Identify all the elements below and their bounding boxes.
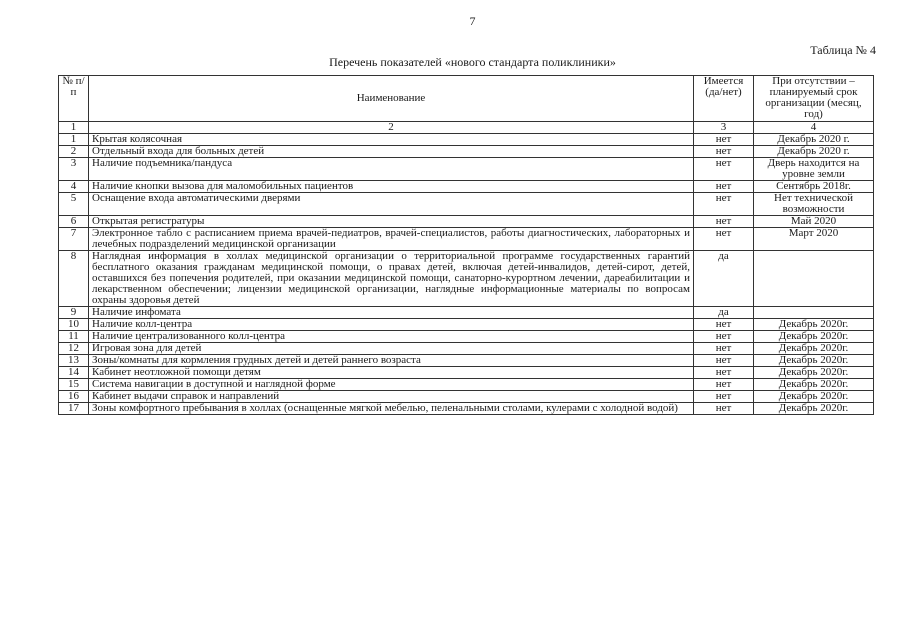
row-planned-date: Декабрь 2020г. <box>754 355 874 367</box>
row-available: нет <box>694 343 754 355</box>
table-row <box>59 379 874 391</box>
column-number: 3 <box>694 122 754 134</box>
row-number: 14 <box>59 367 89 379</box>
row-number: 9 <box>59 307 89 319</box>
row-name: Наличие инфомата <box>89 307 694 319</box>
row-available: нет <box>694 181 754 193</box>
row-name: Наглядная информация в холлах медицинской организации о территориальной программе государственных гарантий бесплатного оказания гражданам медицинской помощи, о правах детей, включая детей-инвалидов, детей-сирот, детей, оставшихся без попечения родителей, при оказании медицинской помощи, санаторно-курортном лечении, дареабилитации и лекарственном обеспечении; лицензии медицинской организации, наглядные информационные материалы по вопросам охраны здоровья детей <box>89 251 694 307</box>
row-planned-date: Декабрь 2020г. <box>754 403 874 415</box>
row-number: 11 <box>59 331 89 343</box>
row-available: нет <box>694 379 754 391</box>
page-number: 7 <box>469 14 476 28</box>
header-plan: При отсутствии – планируемый срок организации (месяц, год) <box>754 76 874 122</box>
row-number: 5 <box>59 193 89 216</box>
row-name: Наличие кнопки вызова для маломобильных пациентов <box>89 181 694 193</box>
row-available: нет <box>694 228 754 251</box>
row-number: 15 <box>59 379 89 391</box>
row-available: нет <box>694 391 754 403</box>
row-number: 7 <box>59 228 89 251</box>
row-name: Наличие подъемника/пандуса <box>89 158 694 181</box>
column-numbers-row <box>59 122 874 134</box>
row-available: нет <box>694 146 754 158</box>
row-name: Кабинет выдачи справок и направлений <box>89 391 694 403</box>
row-planned-date: Декабрь 2020г. <box>754 343 874 355</box>
table-row <box>59 181 874 193</box>
row-planned-date: Нет технической возможности <box>754 193 874 216</box>
row-number: 12 <box>59 343 89 355</box>
row-available: нет <box>694 331 754 343</box>
row-name: Отдельный входа для больных детей <box>89 146 694 158</box>
table-row <box>59 307 874 319</box>
row-name: Зоны/комнаты для кормления грудных детей и детей раннего возраста <box>89 355 694 367</box>
row-available: да <box>694 251 754 307</box>
document-title: Перечень показателей «нового стандарта поликлиники» <box>329 55 616 69</box>
row-planned-date: Декабрь 2020г. <box>754 319 874 331</box>
row-available: нет <box>694 193 754 216</box>
row-number: 8 <box>59 251 89 307</box>
table-row <box>59 403 874 415</box>
row-available: нет <box>694 355 754 367</box>
table-row <box>59 251 874 307</box>
row-available: нет <box>694 216 754 228</box>
row-available: нет <box>694 319 754 331</box>
row-name: Открытая регистратуры <box>89 216 694 228</box>
row-available: нет <box>694 134 754 146</box>
row-name: Игровая зона для детей <box>89 343 694 355</box>
row-planned-date: Дверь находится на уровне земли <box>754 158 874 181</box>
indicators-table <box>58 75 874 415</box>
table-row <box>59 193 874 216</box>
column-number: 4 <box>754 122 874 134</box>
row-number: 4 <box>59 181 89 193</box>
table-row <box>59 391 874 403</box>
column-number: 2 <box>89 122 694 134</box>
table-row <box>59 228 874 251</box>
row-number: 17 <box>59 403 89 415</box>
header-has: Имеется (да/нет) <box>694 76 754 122</box>
table-row <box>59 355 874 367</box>
row-number: 10 <box>59 319 89 331</box>
row-planned-date: Март 2020 <box>754 228 874 251</box>
header-num: № п/п <box>59 76 89 122</box>
row-planned-date: Декабрь 2020г. <box>754 331 874 343</box>
row-name: Крытая колясочная <box>89 134 694 146</box>
row-planned-date: Декабрь 2020г. <box>754 379 874 391</box>
row-planned-date: Май 2020 <box>754 216 874 228</box>
row-name: Наличие централизованного колл-центра <box>89 331 694 343</box>
row-planned-date: Декабрь 2020 г. <box>754 146 874 158</box>
table-row <box>59 319 874 331</box>
table-row <box>59 343 874 355</box>
row-planned-date <box>754 307 874 319</box>
row-name: Система навигации в доступной и наглядной форме <box>89 379 694 391</box>
row-planned-date: Декабрь 2020 г. <box>754 134 874 146</box>
row-planned-date: Декабрь 2020г. <box>754 367 874 379</box>
row-name: Кабинет неотложной помощи детям <box>89 367 694 379</box>
row-number: 3 <box>59 158 89 181</box>
row-available: нет <box>694 158 754 181</box>
row-name: Оснащение входа автоматическими дверями <box>89 193 694 216</box>
table-label: Таблица № 4 <box>810 43 876 57</box>
row-planned-date: Сентябрь 2018г. <box>754 181 874 193</box>
table-row <box>59 158 874 181</box>
row-name: Зоны комфортного пребывания в холлах (оснащенные мягкой мебелью, пеленальными столами, кулерами с холодной водой) <box>89 403 694 415</box>
table-row <box>59 367 874 379</box>
row-name: Электронное табло с расписанием приема врачей-педиатров, врачей-специалистов, работы диагностических, лабораторных и лечебных подразделений медицинской организации <box>89 228 694 251</box>
table-row <box>59 146 874 158</box>
row-number: 16 <box>59 391 89 403</box>
column-number: 1 <box>59 122 89 134</box>
row-available: да <box>694 307 754 319</box>
row-name: Наличие колл-центра <box>89 319 694 331</box>
header-name: Наименование <box>89 76 694 122</box>
table-row <box>59 216 874 228</box>
row-planned-date <box>754 251 874 307</box>
row-number: 1 <box>59 134 89 146</box>
table-row <box>59 331 874 343</box>
row-planned-date: Декабрь 2020г. <box>754 391 874 403</box>
row-available: нет <box>694 367 754 379</box>
row-number: 2 <box>59 146 89 158</box>
row-number: 13 <box>59 355 89 367</box>
table-row <box>59 134 874 146</box>
row-number: 6 <box>59 216 89 228</box>
table-body <box>59 134 874 415</box>
row-available: нет <box>694 403 754 415</box>
table-header-row <box>59 76 874 122</box>
